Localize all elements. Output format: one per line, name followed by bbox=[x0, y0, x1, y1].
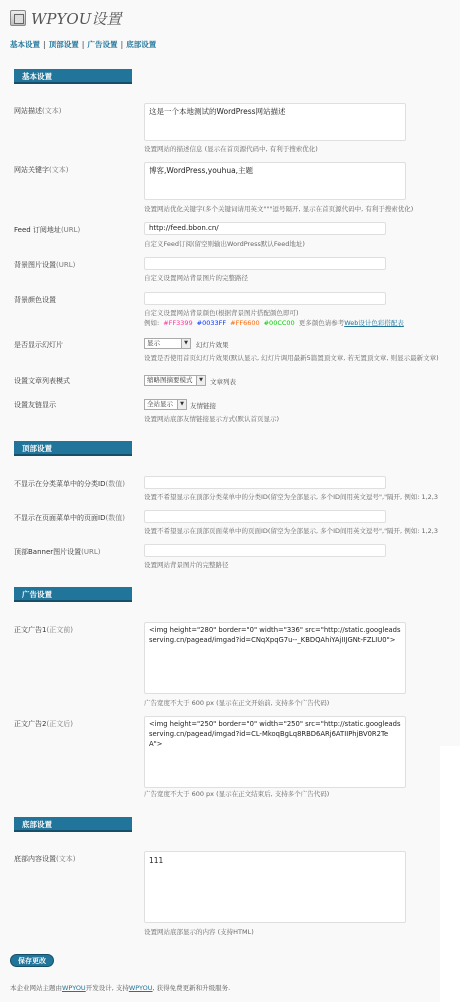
site-keywords-label: 网站关键字(文本) bbox=[14, 166, 69, 174]
page-ids-label: 不显示在页面菜单中的页面ID(数值) bbox=[14, 514, 125, 522]
cat-ids-input[interactable] bbox=[144, 476, 386, 489]
friendlinks-help: 设置网站底部友情链接显示方式(默认首页显示) bbox=[144, 415, 280, 423]
bg-image-label: 背景图片设置(URL) bbox=[14, 261, 76, 269]
page-footer: 本企业网站主题由WPYOU开发设计, 支持WPYOU, 获得免费更新和升级服务. bbox=[10, 984, 231, 992]
bg-image-help: 自定义设置网站背景图片的完整路径 bbox=[144, 274, 248, 282]
save-changes-button[interactable]: 保存更改 bbox=[10, 954, 54, 967]
ad1-code-textarea[interactable]: <img height="280" border="0" width="336" src="http://static.googleadsserving.cn/pagead/imgad?id=CNqXpqG7u--_KBDQAhiYAjIIJGNt-FZLIU0"> bbox=[144, 622, 406, 694]
page-header bbox=[10, 7, 121, 29]
banner-label: 顶部Banner图片设置(URL) bbox=[14, 548, 101, 556]
list-mode-select-suffix: 文章列表 bbox=[210, 378, 236, 386]
color-example-green: #00CC00 bbox=[263, 319, 295, 327]
bg-color-label: 背景颜色设置 bbox=[14, 296, 56, 304]
ad2-help: 广告宽度不大于 600 px (显示在正文结束后, 支持多个广告代码) bbox=[144, 790, 330, 798]
slideshow-label: 是否显示幻灯片 bbox=[14, 341, 63, 349]
subnav-link-top[interactable]: 顶部设置 bbox=[48, 40, 79, 49]
settings-icon bbox=[10, 10, 26, 26]
color-example-blue: #0033FF bbox=[196, 319, 227, 327]
bg-color-help: 自定义设置网站背景颜色(根据背景图片搭配颜色即可) bbox=[144, 309, 299, 317]
ad2-label: 正文广告2(正文后) bbox=[14, 720, 73, 728]
feed-label: Feed 订阅地址(URL) bbox=[14, 226, 81, 234]
subnav-link-ads[interactable]: 广告设置 bbox=[87, 40, 118, 49]
ad1-label: 正文广告1(正文前) bbox=[14, 626, 73, 634]
subnav-link-basic[interactable]: 基本设置 bbox=[10, 40, 40, 49]
banner-help: 设置网站背景图片的完整路径 bbox=[144, 561, 229, 569]
site-keywords-textarea[interactable]: 博客,WordPress,youhua,主题 bbox=[144, 162, 406, 200]
list-mode-select[interactable]: 缩略图摘要模式 ▼ bbox=[144, 375, 206, 386]
slideshow-select[interactable]: 显示 ▼ bbox=[144, 338, 191, 349]
slideshow-help: 设置是否使用首页幻灯片效果(默认显示, 幻灯片调用最新5篇置顶文章, 若无置顶文章, 则显示最新文章) bbox=[144, 354, 439, 362]
banner-url-input[interactable] bbox=[144, 544, 386, 557]
site-keywords-help: 设置网站优化关键字(多个关键词请用英文"""逗号隔开, 显示在首页源代码中, 有利于搜索优化) bbox=[144, 205, 414, 213]
friendlinks-label: 设置友链显示 bbox=[14, 401, 56, 409]
page-title: WPYOU设置 bbox=[31, 9, 122, 28]
subnav-link-bottom[interactable]: 底部设置 bbox=[126, 40, 157, 49]
bg-image-url-input[interactable] bbox=[144, 257, 386, 270]
footer-link-wpyou[interactable]: WPYOU bbox=[62, 984, 86, 992]
site-desc-help: 设置网站的描述信息 (显示在首页源代码中, 有利于搜索优化) bbox=[144, 145, 318, 153]
section-subnav: 基本设置 | 顶部设置 | 广告设置 | 底部设置 bbox=[10, 40, 157, 49]
color-chart-link[interactable]: Web设计色彩搭配表 bbox=[344, 319, 404, 327]
site-desc-label: 网站描述(文本) bbox=[14, 107, 62, 115]
section-header-top: 顶部设置 bbox=[14, 441, 132, 456]
cat-ids-label: 不显示在分类菜单中的分类ID(数值) bbox=[14, 480, 125, 488]
footer-content-textarea[interactable]: 111 bbox=[144, 851, 406, 923]
site-desc-textarea[interactable]: 这是一个本地测试的WordPress网站描述 bbox=[144, 103, 406, 141]
bg-color-examples: 例如: #FF3399 #0033FF #FF6600 #00CC00 更多颜色请参考Web设计色彩搭配表 bbox=[144, 319, 404, 327]
footer-link-wpyou-support[interactable]: WPYOU bbox=[128, 984, 153, 992]
footer-content-label: 底部内容设置(文本) bbox=[14, 855, 76, 863]
bg-color-input[interactable] bbox=[144, 292, 386, 305]
section-header-basic: 基本设置 bbox=[14, 69, 132, 84]
cat-ids-help: 设置不希望显示在顶部分类菜单中的分类ID(留空为全部显示, 多个ID间用英文逗号","隔开, 例如: 1,2,3 bbox=[144, 493, 438, 501]
ad1-help: 广告宽度不大于 600 px (显示在正文开始前, 支持多个广告代码) bbox=[144, 699, 330, 707]
ad2-code-textarea[interactable]: <img height="250" border="0" width="250" src="http://static.googleadsserving.cn/pagead/imgad?id=CL-MkoqBgLq8RBD6ARj6ATIIPhjBV0R2TeA"> bbox=[144, 716, 406, 788]
friendlinks-select[interactable]: 全站显示 ▼ bbox=[144, 399, 187, 410]
section-header-ads: 广告设置 bbox=[14, 587, 132, 602]
chevron-down-icon: ▼ bbox=[196, 376, 205, 385]
page-ids-input[interactable] bbox=[144, 510, 386, 523]
chevron-down-icon: ▼ bbox=[177, 400, 186, 409]
slideshow-select-suffix: 幻灯片效果 bbox=[196, 341, 229, 349]
feed-url-input[interactable]: http://feed.bbon.cn/ bbox=[144, 222, 386, 235]
page-ids-help: 设置不希望显示在顶部页面菜单中的页面ID(留空为全部显示, 多个ID间用英文逗号","隔开, 例如: 1,2,3 bbox=[144, 527, 438, 535]
friendlinks-select-suffix: 友情链接 bbox=[190, 402, 216, 410]
chevron-down-icon: ▼ bbox=[181, 339, 190, 348]
footer-content-help: 设置网站底部显示的内容 (支持HTML) bbox=[144, 928, 254, 936]
color-example-pink: #FF3399 bbox=[163, 319, 193, 327]
list-mode-label: 设置文章列表模式 bbox=[14, 377, 70, 385]
color-example-orange: #FF6600 bbox=[230, 319, 260, 327]
feed-help: 自定义Feed订阅(留空则输出WordPress默认Feed地址) bbox=[144, 240, 305, 248]
section-header-bottom: 底部设置 bbox=[14, 817, 132, 832]
